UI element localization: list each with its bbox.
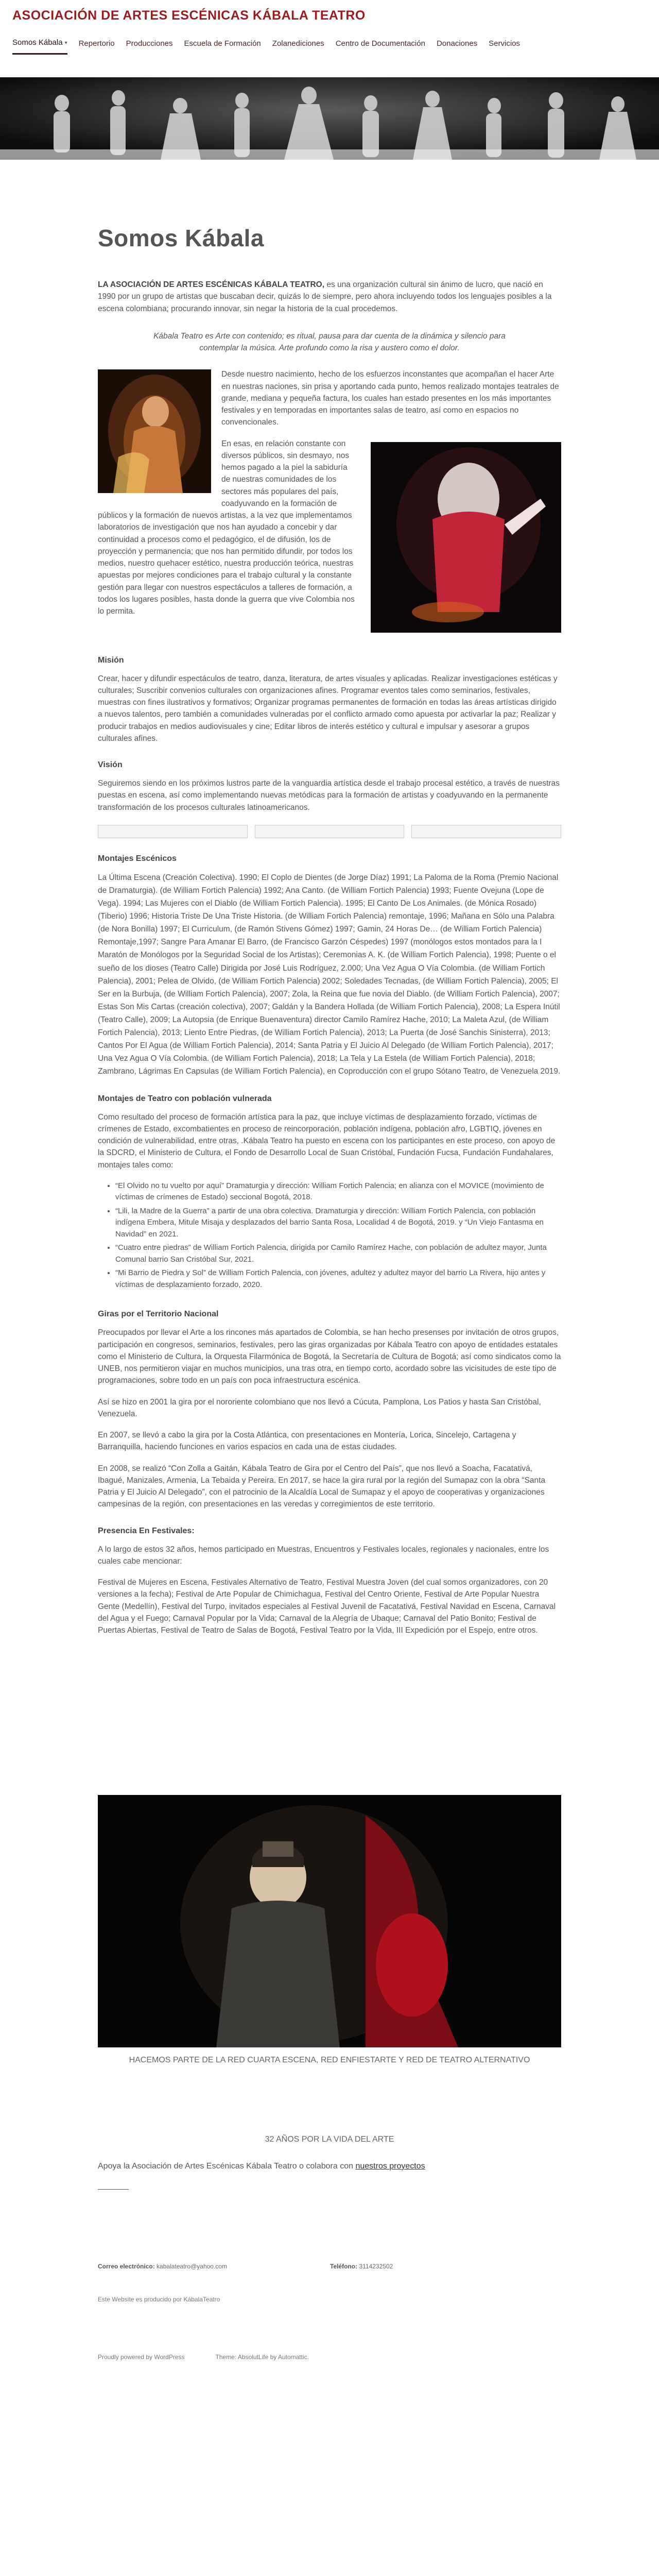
giras-paragraph-3: En 2007, se llevó a cabo la gira por la Costa Atlántica, con presentaciones en Montería, Lorica, Sincelejo, Cartagena y Barranquilla, haciendo funciones en varios espacios en cada una de estas ciudades.: [98, 1431, 516, 1452]
main-content: [98, 221, 561, 2190]
quote-paragraph: Kábala Teatro es Arte con contenido; es ritual, pausa para dar cuenta de la dinámica y silencio para contemplar la música. Arte profundo como la risa y austero como el dolor.: [153, 331, 506, 352]
giras-paragraph-4: En 2008, se realizó “Con Zolla a Gaitán, Kábala Teatro de Gira por el Centro del País”, que nos llevó a Soacha, Facatativá, Ibagué, Manizales, Armenia, La Tebaida y Pereira. En 2017, se hace la gira rural por la región del Sumapaz con la obra “Santa Patria y El Juicio Al Delegado”, con el patrocinio de la Alcaldía Local de Sumapaz y el apoyo de cooperativas y organizaciones campesinas de la región, con presentaciones en las veredas y corregimientos de este territorio.: [98, 1464, 546, 1509]
nav-item-label: Somos Kábala: [12, 38, 63, 47]
montajes-heading: Montajes Escénicos: [98, 854, 177, 863]
main-navigation: [12, 37, 520, 55]
list-item: • “Mi Barrio de Piedra y Sol” de William Fortich Palencia, con jóvenes, adultez y adultez mayor del barrio La Rivera, hijo antes y víctimas de desplazamiento forzado, 2020.: [115, 1267, 561, 1291]
site-info: [0, 2343, 659, 2382]
list-item: • “El Olvido no tu vuelto por aquí” Dramaturgia y dirección: William Fortich Palencia; en alianza con el MOVICE (movimiento de víctimas de crímenes de Estado) seccional Bogotá, 2018.: [115, 1180, 561, 1204]
puppet-stage-photo: [98, 1795, 561, 2047]
mision-paragraph: Crear, hacer y difundir espectáculos de teatro, danza, literatura, de artes visuales y aplicadas. Realizar investigaciones estéticas y culturales; Suscribir convenios culturales con organizaciones afines. Programar eventos tales como seminarios, festivales, muestras con fines ilustrativos y formativos; Organizar programas permanentes de formación en todas las áreas artísticas dirigido a nuevos talentos, pero también a comunidades vulneradas por el conflicto armado como apuesta por activarlar la paz; Realizar y producir trabajos en medios audiovisuales y cine; Editar libros de interés estético y cultural e impulsar y asesorar a grupos culturales afines.: [98, 674, 558, 743]
nav-item-servicios[interactable]: Servicios: [489, 39, 521, 48]
list-item: • “Lili, la Madre de la Guerra” a partir de una obra colectiva. Dramaturgia y dirección: William Fortich Palencia, con población indígena Embera, Mitule Misaja y desplazados del barrio Santa Rosa, Localidad 4 de Bogotá, 2019. y “Un Viejo Fantasma en Navidad” en 2021.: [115, 1206, 561, 1241]
intro-paragraph: [98, 279, 561, 315]
footer-email: [98, 2262, 227, 2271]
theme-credit: Theme: AbsolutLife by Automattic.: [215, 2353, 309, 2361]
header-banner-image: [0, 77, 659, 160]
phone-number: 3114232502: [359, 2262, 393, 2270]
nav-item-donaciones[interactable]: Donaciones: [436, 39, 478, 48]
powered-by-link[interactable]: Proudly powered by WordPress: [98, 2353, 185, 2361]
email-link[interactable]: kabalateatro@yahoo.com: [157, 2262, 227, 2270]
email-label: Correo electrónico:: [98, 2262, 155, 2270]
gallery-image-1[interactable]: [98, 825, 248, 838]
footer-contact-row: [98, 2262, 561, 2271]
performer-photo-stage: [371, 442, 561, 633]
nav-item-repertorio[interactable]: Repertorio: [78, 39, 115, 48]
origin-paragraph: Desde nuestro nacimiento, hecho de los esfuerzos inconstantes que acompañan el hacer Arte en nuestras naciones, sin prisa y aportando cada punto, hemos realizado montajes teatrales de grande, mediana y pequeña factura, los cuales han estado presentes en los más importantes festivales y en temporadas en importantes salas de teatro, así como en espacios no convencionales.: [221, 370, 559, 427]
footer-note: Este Website es producido por KábalaTeatro: [98, 2295, 220, 2303]
banner-performers-illustration: [0, 77, 659, 160]
support-text: Apoya la Asociación de Artes Escénicas Kábala Teatro o colabora con: [98, 2161, 356, 2171]
mision-heading: Misión: [98, 655, 124, 665]
divider: [98, 2189, 129, 2190]
nav-item-escuela[interactable]: Escuela de Formación: [184, 39, 261, 48]
nav-item-somos-kabala[interactable]: [12, 37, 67, 55]
network-caption: HACEMOS PARTE DE LA RED CUARTA ESCENA, RED ENFIESTARTE Y RED DE TEATRO ALTERNATIVO: [129, 2056, 530, 2065]
presencia-heading: Presencia En Festivales:: [98, 1526, 195, 1535]
vision-heading: Visión: [98, 760, 123, 769]
page-title: Somos Kábala: [98, 225, 264, 251]
vulnerada-list: [115, 1180, 561, 1291]
vulnerada-heading: Montajes de Teatro con población vulnerada: [98, 1094, 272, 1103]
projects-link[interactable]: nuestros proyectos: [355, 2161, 425, 2171]
years-tagline: 32 AÑOS POR LA VIDA DEL ARTE: [265, 2134, 394, 2144]
site-title-link[interactable]: ASOCIACIÓN DE ARTES ESCÉNICAS KÁBALA TEATRO: [12, 8, 366, 23]
gallery-image-2[interactable]: [255, 825, 405, 838]
giras-paragraph-2: Así se hizo en 2001 la gira por el nororiente colombiano que nos llevó a Cúcuta, Pamplona, Los Patios y hasta San Cristóbal, Venezuela.: [98, 1397, 541, 1418]
site-footer: [98, 2262, 561, 2304]
presencia-paragraph-1: A lo largo de estos 32 años, hemos participado en Muestras, Encuentros y Festivales locales, regionales y nacionales, entre los cuales cabe mencionar:: [98, 1545, 549, 1566]
giras-heading: Giras por el Territorio Nacional: [98, 1310, 219, 1319]
nav-item-centro-documentacion[interactable]: Centro de Documentación: [335, 39, 425, 48]
performer-photo-fire: [98, 369, 211, 493]
gallery-image-3[interactable]: [411, 825, 561, 838]
support-paragraph: [98, 2160, 561, 2173]
giras-paragraph-1: Preocupados por llevar el Arte a los rincones más apartados de Colombia, se han hecho presenses por invitación de otros grupos, participación en congresos, seminarios, festivales, pero las giras organizadas por Kábala Teatro con apoyo de entidades estatales como el Ministerio de Cultura, la Orquesta Filarmónica de Bogotá, la Secretaría de Cultura de Bogotá; así como sindicatos como la UNEB, nos permitieron viajar en muchos municipios, una tras otra, en tiempo corto, acordado sobre las vicisitudes de este tipo de programaciones, sobre todo en un país con poca infraestructura escénica.: [98, 1328, 561, 1385]
nav-item-producciones[interactable]: Producciones: [126, 39, 173, 48]
intro-rest: es una organización cultural sin ánimo de lucro, que nació en 1990 por un grupo de artistas que buscaban decir, quizás lo de siempre, pero ahora incluyendo todos los lenguajes posibles a la escena colombiana; procurando innovar, sin negar la historia de la cual procedemos.: [98, 280, 552, 313]
phone-label: Teléfono:: [330, 2262, 358, 2270]
list-item: • “Cuatro entre piedras” de William Fortich Palencia, dirigida por Camilo Ramírez Hache, con población de adultez mayor, Junta Comunal barrio San Cristóbal Sur, 2021.: [115, 1242, 561, 1265]
vision-paragraph: Seguiremos siendo en los próximos lustros parte de la vanguardia artística desde el trabajo procesal estético, a través de nuestras puestas en escena, así como implementando nuevas metódicas para la formación de artistas y coadyuvando en la permanente transformación de los procesos culturales latinoamericanos.: [98, 779, 560, 812]
site-header: [0, 0, 659, 77]
presencia-paragraph-2: Festival de Mujeres en Escena, Festivales Alternativo de Teatro, Festival Muestra Joven (del cual somos organizadores, con 20 versiones a la fecha); Festival de Arte Popular de Chimichagua, Festival del Centro Oriente, Festival de Arte Popular Nuestra Gente (Medellín), Festival del Turpo, invitados especiales al Festival Juvenil de Facatativá, Festival Navidad en Escena, Carnaval del Agua y el Fuego; Carnaval Popular por la Vida; Carnaval de la Alegría de Ubaque; Carnaval del Patio Bonito; Festival de Puertas Abiertas, Festival de Teatro de Salas de Bogotá, Festival Teatro por la Vida, III Expedición por el Espejo, entre otros.: [98, 1578, 556, 1635]
spacer: [98, 1646, 561, 1795]
vulnerada-paragraph: Como resultado del proceso de formación artística para la paz, que incluye víctimas de desplazamiento forzado, víctimas de crímenes de Estado, excombatientes en proceso de reincorporación, población indígena, población afro, LGBTIQ, jóvenes en condición de vulnerabilidad, entre otras, .Kábala Teatro ha puesto en escena con los participantes en este proceso, con apoyo de la SDCRD, el Ministerio de Cultura, el Fondo de Desarrollo Local de Suan Cristóbal, Fundación Fucsa, Fundación Fundahalares, montajes tales como:: [98, 1112, 556, 1170]
relation-paragraph: En esas, en relación constante con diversos públicos, sin desmayo, nos hemos pagado a la piel la sabiduría de nuestras comunidades de los sectores más populares del país, coadyuvando en la formación de públicos y la formación de nuevos artistas, a la vez que implementamos laboratorios de investigación que nos han ayudado a concebir y dar continuidad a procesos como el pedagógico, el de difusión, los de proyección y permanencia; que nos han permitido difundir, por todos los medios, nuestro quehacer estético, nuestra producción teórica, nuestras apuestas por mejores condiciones para el trabajo cultural y la constante gestión para llegar con nuestros espectáculos a talleres de formación, a todos los lugares posibles, hasta donde la guerra que vive Colombia nos lo permita.: [98, 439, 355, 616]
chevron-down-icon: ▾: [64, 40, 67, 46]
intro-lead: LA ASOCIACIÓN DE ARTES ESCÉNICAS KÁBALA TEATRO,: [98, 280, 325, 289]
montajes-paragraph: La Última Escena (Creación Colectiva). 1990; El Coplo de Dientes (de Jorge Díaz) 1991; La Paloma de la Roma (Premio Nacional de Dramaturgia). (de William Fortich Palencia) 1992; Ana Canto. (de William Fortich Palencia) 1993; Fuente Ovejuna (Lope de Vega). 1994; Las Mujeres con el Diablo (de William Fortich Palencia). 1995; El Canto De Los Animales. (de Mónica Rosado) (Tiberio) 1996; Historia Triste De Una Triste Historia. (de William Fortich Palencia) remontaje, 1996; Mañana en Sólo una Palabra (de Nora Bonilla) 1997; El Curriculum, (de Ramón Stivens Gómez) 1997; Gamin, 24 Horas De… (de William Fortich Palencia) Remontaje,1997; Sangre Para Amanar El Barro, (de Francisco Garzón Céspedes) 1997 (monólogos estos montados para la I Maratón de Monólogos por la Seguridad Social de los Artistas); Ceremonias A. K. (de William Fortich Palencia), 1998; Puente o el sueño de los dioses (Teatro Calle) Dirigida por José Luis Rodríguez, 2.000; Una Vez Agua O Vía Colombia. (de William Fortich Palencia), 2001; Pelea de Olvido, (de William Fortich Palencia) 2002; Soledades Tecnadas, (de William Fortich Palencia), 2005; El Ser en la Burbuja, (de William Fortich Palencia), 2007; Zola, la Reina que fue novia del Diablo. (de William Fortich Palencia), 2007; Estas Son Mis Cartas (creación colectiva), 2007; Galdán y la Bandera Hollada (de William Fortich Palencia), 2008; La Espera Inútil (Teatro Calle), 2009; La Autopsia (de Enrique Buenaventura) director Camilo Ramírez Hache, 2010; La Maleta Azul, (de William Fortich Palencia), 2013; Liento Entre Piedras, (de William Fortich Palencia), 2013; La Puerta (de José Sanchis Sinisterra), 2013; Cantos Por El Agua (de William Fortich Palencia), 2014; Santa Patria y El Juicio Al Delegado (de William Fortich Palencia), 2017; Una Vez Agua O Vía Colombia. (de William Fortich Palencia), 2018; La Tela y La Estela (de William Fortich Palencia), 2018; Zambrano, Lágrimas En Capsulas (de William Fortich Palencia), en Coproducción con el grupo Sótano Teatro, de Venezuela 2019.: [98, 873, 561, 1076]
footer-phone: [330, 2262, 393, 2271]
photo-gallery-row: [98, 825, 561, 838]
nav-item-zolanediciones[interactable]: Zolanediciones: [272, 39, 324, 48]
